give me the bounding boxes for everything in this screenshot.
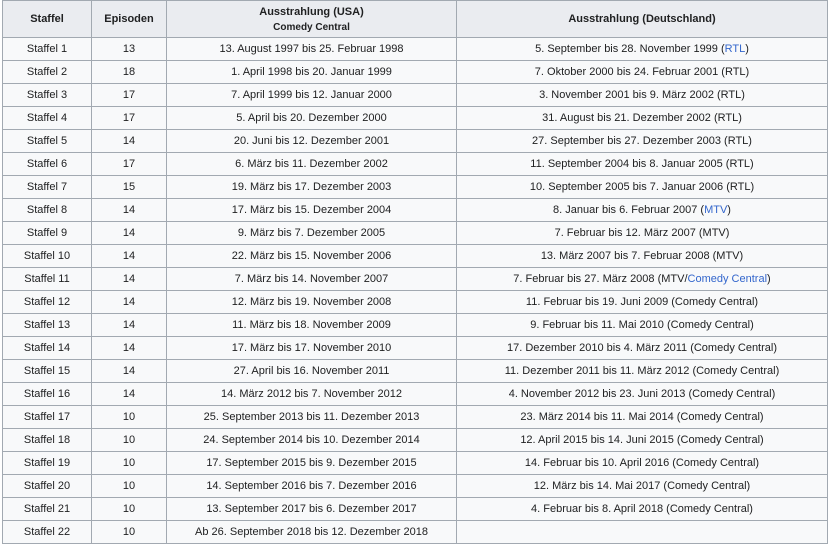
broadcast-text: 14. Februar bis 10. April 2016 (Comedy Central) [524, 457, 760, 469]
cell-episoden: 17 [92, 84, 167, 107]
cell-ausstrahlung-deutschland [457, 475, 828, 498]
table-row [3, 107, 828, 130]
table-row [3, 406, 828, 429]
cell-ausstrahlung-usa: 12. März bis 19. November 2008 [167, 291, 457, 314]
cell-ausstrahlung-deutschland [457, 452, 828, 475]
cell-staffel: Staffel 9 [3, 222, 92, 245]
cell-episoden: 10 [92, 521, 167, 544]
cell-episoden: 14 [92, 360, 167, 383]
cell-ausstrahlung-deutschland [457, 406, 828, 429]
cell-ausstrahlung-usa: 5. April bis 20. Dezember 2000 [167, 107, 457, 130]
table-row [3, 360, 828, 383]
channel-link[interactable]: Comedy Central [687, 273, 768, 285]
cell-episoden: 14 [92, 314, 167, 337]
cell-staffel: Staffel 21 [3, 498, 92, 521]
cell-ausstrahlung-usa: 1. April 1998 bis 20. Januar 1999 [167, 61, 457, 84]
cell-staffel: Staffel 11 [3, 268, 92, 291]
cell-ausstrahlung-usa: 20. Juni bis 12. Dezember 2001 [167, 130, 457, 153]
broadcast-text: 7. Februar bis 27. März 2008 (MTV/ [513, 273, 688, 285]
cell-episoden: 10 [92, 475, 167, 498]
table-row [3, 38, 828, 61]
cell-staffel: Staffel 3 [3, 84, 92, 107]
cell-ausstrahlung-usa: 14. März 2012 bis 7. November 2012 [167, 383, 457, 406]
table-row [3, 383, 828, 406]
cell-episoden: 14 [92, 222, 167, 245]
table-row [3, 176, 828, 199]
broadcast-text: ) [745, 43, 749, 55]
table-row [3, 153, 828, 176]
broadcast-text: 11. Februar bis 19. Juni 2009 (Comedy Central) [525, 296, 759, 308]
broadcast-text: 7. Oktober 2000 bis 24. Februar 2001 (RTL) [534, 66, 750, 78]
broadcast-text: 8. Januar bis 6. Februar 2007 ( [553, 204, 705, 216]
cell-staffel: Staffel 1 [3, 38, 92, 61]
table-row [3, 130, 828, 153]
cell-episoden: 18 [92, 61, 167, 84]
header-ausstrahlung-usa [167, 1, 457, 38]
cell-ausstrahlung-usa: 14. September 2016 bis 7. Dezember 2016 [167, 475, 457, 498]
broadcast-text: 11. Dezember 2011 bis 11. März 2012 (Comedy Central) [504, 365, 780, 377]
cell-ausstrahlung-usa: 7. März bis 14. November 2007 [167, 268, 457, 291]
broadcast-text: 31. August bis 21. Dezember 2002 (RTL) [542, 112, 742, 124]
table-row [3, 291, 828, 314]
cell-episoden: 10 [92, 406, 167, 429]
table-row [3, 452, 828, 475]
broadcast-text: 5. September bis 28. November 1999 ( [535, 43, 725, 55]
channel-link[interactable]: RTL [724, 43, 746, 55]
broadcast-text: ) [727, 204, 731, 216]
cell-ausstrahlung-deutschland [457, 245, 828, 268]
broadcast-text: 3. November 2001 bis 9. März 2002 (RTL) [539, 89, 745, 101]
header-row [3, 1, 828, 38]
cell-ausstrahlung-deutschland [457, 153, 828, 176]
cell-episoden: 15 [92, 176, 167, 199]
cell-ausstrahlung-usa: 7. April 1999 bis 12. Januar 2000 [167, 84, 457, 107]
cell-ausstrahlung-deutschland [457, 383, 828, 406]
cell-staffel: Staffel 7 [3, 176, 92, 199]
cell-ausstrahlung-usa: 27. April bis 16. November 2011 [167, 360, 457, 383]
channel-link[interactable]: MTV [704, 204, 728, 216]
cell-ausstrahlung-deutschland [457, 84, 828, 107]
cell-staffel: Staffel 20 [3, 475, 92, 498]
table-row [3, 245, 828, 268]
cell-episoden: 14 [92, 130, 167, 153]
cell-ausstrahlung-usa: 17. März bis 15. Dezember 2004 [167, 199, 457, 222]
cell-staffel: Staffel 12 [3, 291, 92, 314]
cell-ausstrahlung-deutschland [457, 291, 828, 314]
cell-staffel: Staffel 6 [3, 153, 92, 176]
cell-staffel: Staffel 14 [3, 337, 92, 360]
broadcast-text: 9. Februar bis 11. Mai 2010 (Comedy Central) [530, 319, 754, 331]
broadcast-text: 23. März 2014 bis 11. Mai 2014 (Comedy Central) [520, 411, 764, 423]
cell-ausstrahlung-deutschland [457, 130, 828, 153]
cell-ausstrahlung-deutschland [457, 337, 828, 360]
cell-ausstrahlung-usa: 25. September 2013 bis 11. Dezember 2013 [167, 406, 457, 429]
cell-episoden: 10 [92, 452, 167, 475]
table-row [3, 337, 828, 360]
cell-staffel: Staffel 5 [3, 130, 92, 153]
cell-episoden: 10 [92, 429, 167, 452]
cell-ausstrahlung-usa: 11. März bis 18. November 2009 [167, 314, 457, 337]
cell-episoden: 14 [92, 337, 167, 360]
cell-staffel: Staffel 8 [3, 199, 92, 222]
cell-staffel: Staffel 22 [3, 521, 92, 544]
broadcast-text: 11. September 2004 bis 8. Januar 2005 (RTL) [530, 158, 754, 170]
header-episoden: Episoden [92, 1, 167, 38]
cell-ausstrahlung-usa: Ab 26. September 2018 bis 12. Dezember 2018 [167, 521, 457, 544]
cell-staffel: Staffel 4 [3, 107, 92, 130]
cell-ausstrahlung-deutschland [457, 176, 828, 199]
cell-episoden: 14 [92, 245, 167, 268]
cell-ausstrahlung-deutschland [457, 429, 828, 452]
table-row [3, 521, 828, 544]
cell-ausstrahlung-deutschland [457, 498, 828, 521]
cell-ausstrahlung-usa: 19. März bis 17. Dezember 2003 [167, 176, 457, 199]
broadcast-text: 17. Dezember 2010 bis 4. März 2011 (Comedy Central) [506, 342, 778, 354]
cell-staffel: Staffel 10 [3, 245, 92, 268]
broadcast-text: 13. März 2007 bis 7. Februar 2008 (MTV) [540, 250, 744, 262]
table-row [3, 84, 828, 107]
broadcast-text: 12. April 2015 bis 14. Juni 2015 (Comedy Central) [520, 434, 764, 446]
cell-episoden: 10 [92, 498, 167, 521]
header-staffel: Staffel [3, 1, 92, 38]
table-header [3, 1, 828, 38]
cell-ausstrahlung-deutschland [457, 222, 828, 245]
cell-episoden: 14 [92, 199, 167, 222]
table-row [3, 314, 828, 337]
cell-staffel: Staffel 16 [3, 383, 92, 406]
cell-ausstrahlung-usa: 17. März bis 17. November 2010 [167, 337, 457, 360]
cell-ausstrahlung-usa: 13. September 2017 bis 6. Dezember 2017 [167, 498, 457, 521]
table-body [3, 38, 828, 544]
cell-staffel: Staffel 13 [3, 314, 92, 337]
cell-staffel: Staffel 17 [3, 406, 92, 429]
cell-staffel: Staffel 2 [3, 61, 92, 84]
table-row [3, 498, 828, 521]
cell-ausstrahlung-deutschland [457, 38, 828, 61]
table-row [3, 61, 828, 84]
cell-ausstrahlung-deutschland [457, 314, 828, 337]
cell-staffel: Staffel 18 [3, 429, 92, 452]
cell-episoden: 17 [92, 107, 167, 130]
broadcast-text: 27. September bis 27. Dezember 2003 (RTL) [532, 135, 752, 147]
broadcast-text: 4. November 2012 bis 23. Juni 2013 (Comedy Central) [508, 388, 776, 400]
broadcast-text: 12. März bis 14. Mai 2017 (Comedy Central) [533, 480, 751, 492]
cell-ausstrahlung-usa: 6. März bis 11. Dezember 2002 [167, 153, 457, 176]
cell-ausstrahlung-usa: 17. September 2015 bis 9. Dezember 2015 [167, 452, 457, 475]
cell-ausstrahlung-usa: 24. September 2014 bis 10. Dezember 2014 [167, 429, 457, 452]
cell-episoden: 14 [92, 268, 167, 291]
table-row [3, 222, 828, 245]
broadcast-text: ) [767, 273, 771, 285]
cell-episoden: 13 [92, 38, 167, 61]
cell-ausstrahlung-usa: 22. März bis 15. November 2006 [167, 245, 457, 268]
cell-ausstrahlung-usa: 13. August 1997 bis 25. Februar 1998 [167, 38, 457, 61]
cell-episoden: 17 [92, 153, 167, 176]
table-row [3, 268, 828, 291]
cell-episoden: 14 [92, 291, 167, 314]
table-row [3, 429, 828, 452]
cell-ausstrahlung-deutschland [457, 107, 828, 130]
cell-staffel: Staffel 19 [3, 452, 92, 475]
broadcast-text: 4. Februar bis 8. April 2018 (Comedy Central) [531, 503, 753, 515]
table-row [3, 475, 828, 498]
cell-ausstrahlung-deutschland [457, 360, 828, 383]
cell-staffel: Staffel 15 [3, 360, 92, 383]
header-usa-label: Ausstrahlung (USA) [259, 5, 364, 18]
cell-ausstrahlung-deutschland [457, 61, 828, 84]
cell-ausstrahlung-deutschland [457, 199, 828, 222]
cell-ausstrahlung-deutschland [457, 268, 828, 291]
cell-ausstrahlung-usa: 9. März bis 7. Dezember 2005 [167, 222, 457, 245]
header-usa-network: Comedy Central [273, 21, 350, 33]
cell-ausstrahlung-deutschland [457, 521, 828, 544]
header-ausstrahlung-deutschland: Ausstrahlung (Deutschland) [457, 1, 828, 38]
broadcast-text: 10. September 2005 bis 7. Januar 2006 (RTL) [529, 181, 755, 193]
episode-broadcast-table [2, 0, 828, 544]
cell-episoden: 14 [92, 383, 167, 406]
table-row [3, 199, 828, 222]
broadcast-text: 7. Februar bis 12. März 2007 (MTV) [554, 227, 730, 239]
